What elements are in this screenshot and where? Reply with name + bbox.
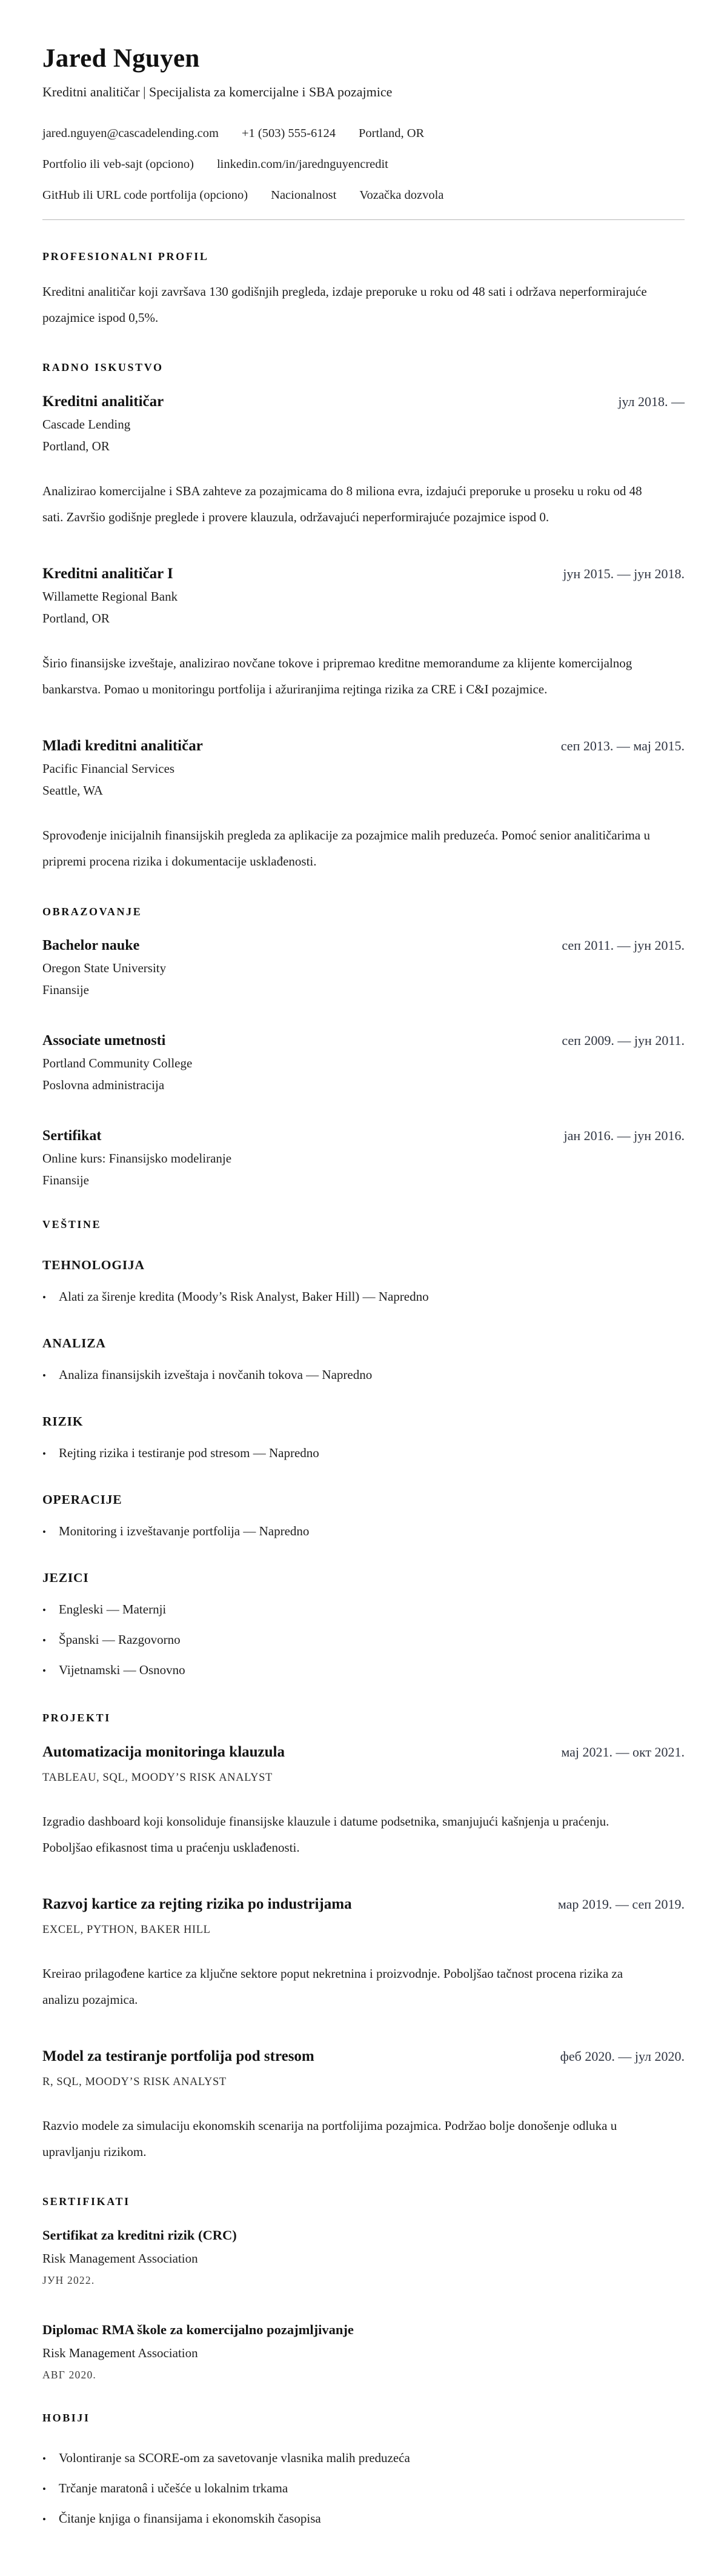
field-of-study: Poslovna administracija <box>42 1077 165 1092</box>
hobby-item <box>42 2479 685 2500</box>
school-name: Online kurs: Finansijsko modeliranje <box>42 1150 232 1166</box>
job-title-row <box>42 738 685 755</box>
education-date: сеп 2011. — јун 2015. <box>562 937 685 953</box>
hobby-item <box>42 2509 685 2530</box>
job-location: Portland, OR <box>42 611 110 626</box>
degree-title: Sertifikat <box>42 1127 102 1144</box>
project-entry <box>42 1744 685 1861</box>
certification-date: АВГ 2020. <box>42 2368 96 2381</box>
skill-item <box>42 1444 685 1464</box>
certification-issuer: Risk Management Association <box>42 2345 198 2360</box>
language-item <box>42 1661 685 1681</box>
skill-list <box>42 1444 685 1464</box>
contact-drivers-license: Vozačka dozvola <box>359 189 444 202</box>
resume-header <box>42 45 685 202</box>
bullet-icon: • <box>42 1664 46 1677</box>
project-stack: TABLEAU, SQL, MOODY’S RISK ANALYST <box>42 1771 273 1784</box>
education-date: сеп 2009. — јун 2011. <box>562 1032 685 1048</box>
project-entry <box>42 2048 685 2165</box>
school-name: Oregon State University <box>42 960 167 975</box>
project-title-row <box>42 2048 685 2065</box>
skill-group-languages <box>42 1570 685 1681</box>
job-date: јун 2015. — јун 2018. <box>563 566 685 582</box>
bullet-icon: • <box>42 1526 46 1538</box>
hobby-item-text: Trčanje maratonâ i učešće u lokalnim trkama <box>58 2480 288 2495</box>
field-of-study: Finansije <box>42 1172 89 1187</box>
certification-name: Sertifikat za kreditni rizik (CRC) <box>42 2227 237 2243</box>
contact-portfolio: Portfolio ili veb-sajt (opciono) <box>42 158 194 172</box>
contact-row-3 <box>42 189 685 202</box>
degree-title: Associate umetnosti <box>42 1032 166 1049</box>
job-title: Kreditni analitičar <box>42 393 164 410</box>
project-title-row <box>42 1744 685 1761</box>
contact-row-1 <box>42 127 685 141</box>
project-entry <box>42 1896 685 2013</box>
skill-group-name: JEZICI <box>42 1570 89 1585</box>
skill-item-text: Alati za širenje kredita (Moody’s Risk Analyst, Baker Hill) — Napredno <box>58 1289 429 1304</box>
skill-group-technology <box>42 1258 685 1308</box>
contact-row-2 <box>42 158 685 172</box>
education-section-heading: OBRAZOVANJE <box>42 905 142 918</box>
bullet-icon: • <box>42 1369 46 1381</box>
certification-entry <box>42 2322 685 2381</box>
certification-name: Diplomac RMA škole za komercijalno pozajmljivanje <box>42 2321 354 2337</box>
section-education <box>42 906 685 1188</box>
section-skills <box>42 1218 685 1681</box>
candidate-subtitle: Kreditni analitičar | Specijalista za komercijalne i SBA pozajmice <box>42 84 393 100</box>
project-stack: EXCEL, PYTHON, BAKER HILL <box>42 1923 211 1936</box>
projects-section-heading: PROJEKTI <box>42 1711 111 1724</box>
language-item-text: Španski — Razgovorno <box>58 1632 181 1647</box>
section-experience <box>42 361 685 875</box>
job-entry <box>42 738 685 875</box>
degree-title: Bachelor nauke <box>42 937 140 953</box>
job-title-row <box>42 566 685 582</box>
skill-item-text: Rejting rizika i testiranje pod stresom — Napredno <box>58 1445 319 1460</box>
job-company: Pacific Financial Services <box>42 761 175 776</box>
bullet-icon: • <box>42 1604 46 1616</box>
project-date: мар 2019. — сеп 2019. <box>557 1896 685 1912</box>
hobby-item-text: Čitanje knjiga o finansijama i ekonomskih časopisa <box>58 2511 321 2526</box>
skill-group-name: ANALIZA <box>42 1335 106 1350</box>
education-title-row <box>42 938 685 954</box>
education-entry <box>42 1128 685 1188</box>
project-date: мај 2021. — окт 2021. <box>561 1744 685 1760</box>
job-title: Mlađi kreditni analitičar <box>42 738 203 755</box>
skill-item <box>42 1287 685 1308</box>
skill-list <box>42 1287 685 1308</box>
skill-list <box>42 1366 685 1386</box>
skill-item <box>42 1522 685 1543</box>
hobbies-section-heading: HOBIJI <box>42 2411 90 2424</box>
job-description: Širio finansijske izveštaje, analizirao novčane tokove i pripremao kreditne memorandume za klijente komercijalnog bankarstva. Pomao u monitoringu portfolija i ažuriranjima rejtinga rizika za CRE i C&I pozajmice. <box>42 656 632 697</box>
job-title-row <box>42 393 685 410</box>
project-date: феб 2020. — јул 2020. <box>560 2048 685 2064</box>
job-title: Kreditni analitičar I <box>42 566 173 582</box>
skill-item-text: Monitoring i izveštavanje portfolija — Napredno <box>58 1523 310 1538</box>
project-title-row <box>42 1896 685 1913</box>
project-description: Izgradio dashboard koji konsoliduje finansijske klauzule i datume podsetnika, smanjujući kašnjenja u praćenju. Poboljšao efikasnost tima u praćenju usklađenosti. <box>42 1814 609 1855</box>
contact-nationality: Nacionalnost <box>271 189 337 202</box>
job-date: јул 2018. — <box>618 394 685 410</box>
profile-section-heading: PROFESIONALNI PROFIL <box>42 250 209 263</box>
education-entry <box>42 1033 685 1093</box>
language-item <box>42 1600 685 1621</box>
certification-date: ЈУН 2022. <box>42 2274 95 2286</box>
education-entry <box>42 938 685 998</box>
skill-group-name: TEHNOLOGIJA <box>42 1257 145 1272</box>
contact-email: jared.nguyen@cascadelending.com <box>42 127 219 141</box>
job-entry <box>42 566 685 702</box>
bullet-icon: • <box>42 1447 46 1460</box>
certifications-section-heading: SERTIFIKATI <box>42 2195 130 2207</box>
bullet-icon: • <box>42 2513 46 2525</box>
job-company: Cascade Lending <box>42 417 131 432</box>
job-description: Sprovođenje inicijalnih finansijskih pregleda za aplikacije za pozajmice malih preduzeća. Pomoć senior analitičarima u pripremi procena rizika i dokumentacije usklađenosti. <box>42 828 650 869</box>
language-item-text: Vijetnamski — Osnovno <box>58 1662 185 1677</box>
skill-group-operations <box>42 1492 685 1543</box>
candidate-name: Jared Nguyen <box>42 44 200 73</box>
job-location: Seattle, WA <box>42 783 103 798</box>
field-of-study: Finansije <box>42 982 89 997</box>
skill-item <box>42 1366 685 1386</box>
language-item-text: Engleski — Maternji <box>58 1601 167 1617</box>
project-description: Razvio modele za simulaciju ekonomskih scenarija na portfolijima pozajmica. Podržao bolje donošenje odluka u upravljanju rizikom. <box>42 2118 617 2159</box>
hobby-item <box>42 2449 685 2469</box>
contact-github: GitHub ili URL code portfolija (opciono) <box>42 189 248 202</box>
section-certifications <box>42 2195 685 2381</box>
language-item <box>42 1630 685 1651</box>
skill-list <box>42 1522 685 1543</box>
certification-entry <box>42 2227 685 2287</box>
skill-group-risk <box>42 1414 685 1464</box>
project-name: Model za testiranje portfolija pod stresom <box>42 2047 314 2064</box>
hobby-list <box>42 2449 685 2530</box>
bullet-icon: • <box>42 2452 46 2464</box>
hobby-item-text: Volontiranje sa SCORE-om za savetovanje vlasnika malih preduzeća <box>58 2450 410 2465</box>
job-location: Portland, OR <box>42 439 110 454</box>
section-hobbies <box>42 2412 685 2530</box>
skill-group-analysis <box>42 1336 685 1386</box>
language-list <box>42 1600 685 1681</box>
section-projects <box>42 1712 685 2165</box>
job-company: Willamette Regional Bank <box>42 589 178 604</box>
skill-group-name: OPERACIJE <box>42 1492 122 1507</box>
job-entry <box>42 393 685 530</box>
education-title-row <box>42 1128 685 1144</box>
contact-location: Portland, OR <box>359 127 425 141</box>
bullet-icon: • <box>42 1291 46 1303</box>
skill-item-text: Analiza finansijskih izveštaja i novčanih tokova — Napredno <box>58 1367 373 1382</box>
project-name: Razvoj kartice za rejting rizika po industrijama <box>42 1895 352 1912</box>
project-stack: R, SQL, MOODY’S RISK ANALYST <box>42 2075 227 2088</box>
profile-summary: Kreditni analitičar koji završava 130 godišnjih pregleda, izdaje preporuke u roku od 48 sati i održava neperformirajuće pozajmice ispod 0,5%. <box>42 284 647 325</box>
project-name: Automatizacija monitoringa klauzula <box>42 1743 285 1760</box>
certification-issuer: Risk Management Association <box>42 2251 198 2266</box>
bullet-icon: • <box>42 2483 46 2495</box>
bullet-icon: • <box>42 1634 46 1646</box>
job-description: Analizirao komercijalne i SBA zahteve za pozajmicama do 8 miliona evra, izdajući preporuke u proseku u roku od 48 sati. Završio godišnje preglede i provere klauzula, održavajući neperformirajuće pozajmice ispod 0. <box>42 484 642 525</box>
contact-phone: +1 (503) 555-6124 <box>241 127 336 141</box>
education-date: јан 2016. — јун 2016. <box>563 1127 685 1143</box>
project-description: Kreirao prilagođene kartice za ključne sektore poput nekretnina i proizvodnje. Poboljšao tačnost procena rizika za analizu pozajmica. <box>42 1966 623 2007</box>
skill-group-name: RIZIK <box>42 1413 84 1429</box>
section-profile <box>42 250 685 331</box>
contact-linkedin: linkedin.com/in/jarednguyencredit <box>216 158 388 172</box>
header-divider <box>42 219 685 220</box>
education-title-row <box>42 1033 685 1049</box>
job-date: сеп 2013. — мај 2015. <box>560 738 685 754</box>
school-name: Portland Community College <box>42 1055 193 1070</box>
experience-section-heading: RADNO ISKUSTVO <box>42 361 164 374</box>
skills-section-heading: VEŠTINE <box>42 1218 102 1230</box>
